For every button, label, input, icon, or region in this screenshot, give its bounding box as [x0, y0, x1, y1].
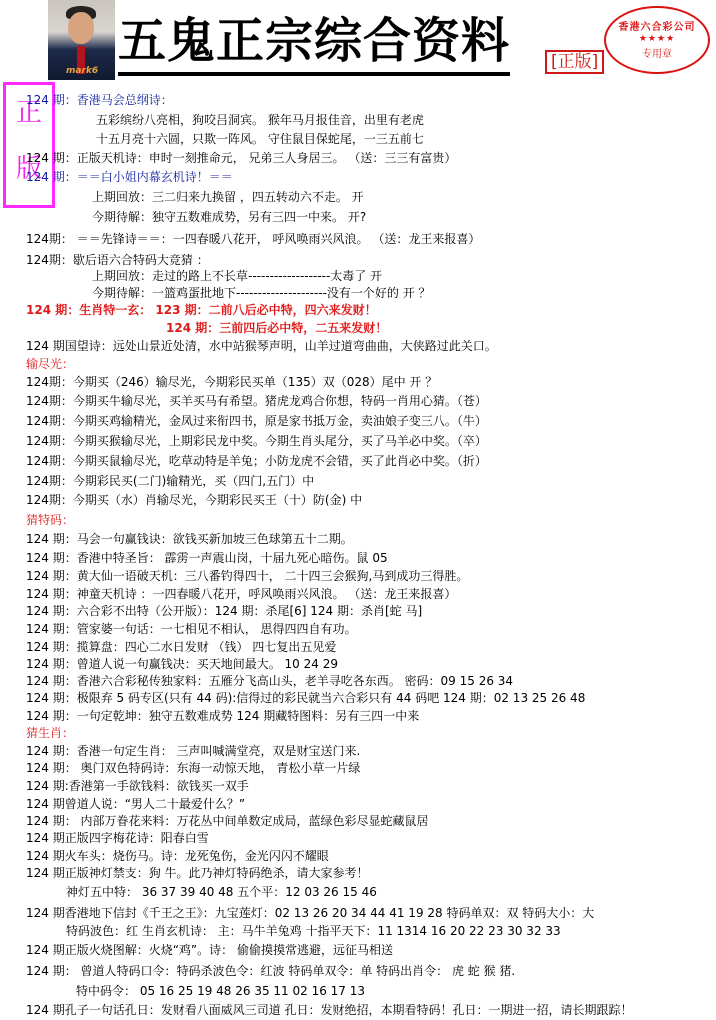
text-line: 124期：今期买牛输尽光，买羊买马有希望。猪虎龙鸡合你想，特码一肖用心猜。（苍）	[26, 394, 487, 408]
text-line: 124 期正版火烧图解：火烧“鸡”。诗： 偷偷摸摸常逃避，远征马相送	[26, 943, 393, 957]
text-line: 124 期:香港第一手欲钱料：欲钱买一双手	[26, 779, 249, 793]
text-line: 124期：今期买猴输尽光，上期彩民龙中奖。今期生肖头尾分，买了马羊必中奖。（卒）	[26, 434, 487, 448]
seal-stars: ★★★★	[638, 34, 676, 44]
page-header	[0, 0, 716, 88]
text-line: 十五月亮十六圆，只欺一阵风。 守住鼠目保蛇尾，一三五前七	[96, 132, 424, 146]
text-line: 124 期： 曾道人特码口令：特码杀波色令：红波 特码单双令：单 特码出肖令： 虎 蛇 猴 猪.	[26, 964, 516, 978]
text-line: 124 期：黄大仙一语破天机：三八番钓得四十， 二十四三会猴狗,马到成功三得胜。	[26, 569, 469, 583]
text-line: 神灯五中特： 36 37 39 40 48 五个平：12 03 26 15 46	[66, 885, 377, 899]
text-line: 猜特码：	[26, 513, 75, 527]
text-line: 124 期：三前四后必中特，二五来发财！	[166, 321, 388, 335]
text-line: 124期：歇后语六合特码大竞猜 ：	[26, 253, 209, 267]
text-line: 124期：今期买（水）肖输尽光，今期彩民买王（十）防(金) 中	[26, 493, 363, 507]
text-line: 124期：今期彩民买(二门)输精光，买（四门,五门）中	[26, 474, 315, 488]
text-line: 124 期：极限弃 5 码专区(只有 44 码):信得过的彩民就当六合彩只有 44 码吧 124 期：02 13 25 26 48	[26, 691, 586, 705]
text-line: 今期待解：独守五数难成势，另有三四一中来。 开?	[92, 210, 367, 224]
badge-char-1: 正	[15, 98, 42, 128]
text-line: 124 期正版神灯禁支：狗 牛。此乃神灯特码绝杀，请大家参考！	[26, 866, 369, 880]
text-line: 124 期：神童天机诗 ：一四春暖八花开，呼风唤雨兴风浪。 （送：龙王来报喜）	[26, 587, 457, 601]
text-line: 124 期：马会一句赢钱诀：欲钱买新加坡三色球第五十二期。	[26, 532, 353, 546]
text-line: 124 期：香港中特圣旨： 霹雳一声震山岗，十届九死心暗伤。鼠 05	[26, 551, 388, 565]
text-line: 124期： ＝＝先锋诗＝＝：一四春暖八花开， 呼风唤雨兴风浪。 （送：龙王来报喜）	[26, 232, 481, 246]
seal-line-1: 香港六合彩公司	[618, 22, 696, 33]
text-line: 124 期： 内部万眷花来料：万花丛中间单数定成局，蓝绿色彩尽显蛇藏鼠居	[26, 814, 429, 828]
text-line: 124 期火车头：烧伤马。诗：龙死兔伤，金光闪闪不耀眼	[26, 849, 329, 863]
text-line: 124 期曾道人说：“男人二十最爱什么？”	[26, 797, 246, 811]
text-line: 124 期正版四字梅花诗：阳春白雪	[26, 831, 209, 845]
text-line: 124 期国望诗：远处山景近处清，水中站猴琴声明，山羊过道弯曲曲，大侠路过此关口。	[26, 339, 497, 353]
text-line: 今期待解：一篮鸡蛋批地下---------------------没有一个好的 开 ？	[92, 286, 431, 300]
text-line: 五彩缤纷八亮相，狗咬吕洞宾。 猴年马月报佳音，出里有老虎	[96, 113, 424, 127]
text-line: 124 期：揽算盘：四心二水日发财 （钱） 四七复出五见爱	[26, 640, 337, 654]
text-line: 124 期：香港六合彩秘传独家料：五雁分飞高山头，老羊寻吃各东西。 密码：09 15 26 34	[26, 674, 514, 688]
text-line: 124期：今期买鸡输精光，金凤过来衔四书，原是家书抵万金，卖油娘子变三八。（牛）	[26, 414, 487, 428]
text-line: 124 期： 奥门双色特码诗：东海一动惊天地， 青松小草一片绿	[26, 761, 361, 775]
text-line: 124 期：曾道人说一句赢钱决：买天地间最大。 10 24 29	[26, 657, 338, 671]
text-line: 124 期：＝＝白小姐内幕玄机诗！＝＝	[26, 170, 233, 184]
photo-mark: mark6	[66, 66, 99, 76]
text-line: 124 期香港地下信封《千王之王》：九宝莲灯：02 13 26 20 34 44 41 19 28 特码单双：双 特码大小：大	[26, 906, 595, 920]
text-line: 124 期：正版天机诗：申时一刻推命元， 兄弟三人身居三。 （送：三三有富贵）	[26, 151, 457, 165]
text-line: 124 期孔子一句话孔日：发财看八面威风三司道 孔日：发财绝招，本期看特码！孔日：一期进一招，请长期跟踪！	[26, 1003, 633, 1017]
badge-char-2: 版	[15, 154, 42, 184]
text-line: 124 期：六合彩不出特（公开版）：124 期：杀尾[6] 124 期：杀肖[蛇 马]	[26, 604, 423, 618]
text-line: 124期：今期买（246）输尽光，今期彩民买单（135）双（028）尾中 开 ？	[26, 375, 438, 389]
page-title: 五鬼正宗综合资料	[118, 12, 510, 76]
text-line: 特码波色：红 生肖玄机诗： 主：马牛羊兔鸡 十指平天下：11 1314 16 20 22 23 30 32 33	[66, 924, 561, 938]
text-line: 上期回放：三二归来九换留 ，四五转动六不走。 开	[92, 190, 364, 204]
text-line: 上期回放：走过的路上不长草-------------------太毒了 开	[92, 269, 383, 283]
edition-tag: [正版]	[545, 50, 604, 74]
seal-line-3: 专用章	[642, 49, 672, 60]
text-line: 124 期：香港一句定生肖： 三声叫喊满堂亮，双是财宝送门来.	[26, 744, 361, 758]
text-line: 124期：今期买鼠输尽光，吃草动特是羊兔；小防龙虎不会错，买了此肖必中奖。（折）	[26, 454, 487, 468]
avatar-photo	[48, 0, 115, 80]
text-line: 124 期：一句定乾坤：独守五数难成势 124 期藏特图料：另有三四一中来	[26, 709, 420, 723]
text-line: 输尽光：	[26, 357, 75, 371]
photo-face	[68, 12, 94, 44]
text-line: 124 期：香港马会总纲诗：	[26, 93, 173, 107]
company-seal	[604, 6, 710, 74]
text-line: 124 期：管家婆一句话：一七相见不相认， 思得四四自有功。	[26, 622, 357, 636]
text-line: 猜生肖：	[26, 726, 75, 740]
text-line: 124 期：生肖特一玄： 123 期：二前八后必中特，四六来发财！	[26, 303, 377, 317]
text-line: 特中码令： 05 16 25 19 48 26 35 11 02 16 17 13	[76, 984, 366, 998]
